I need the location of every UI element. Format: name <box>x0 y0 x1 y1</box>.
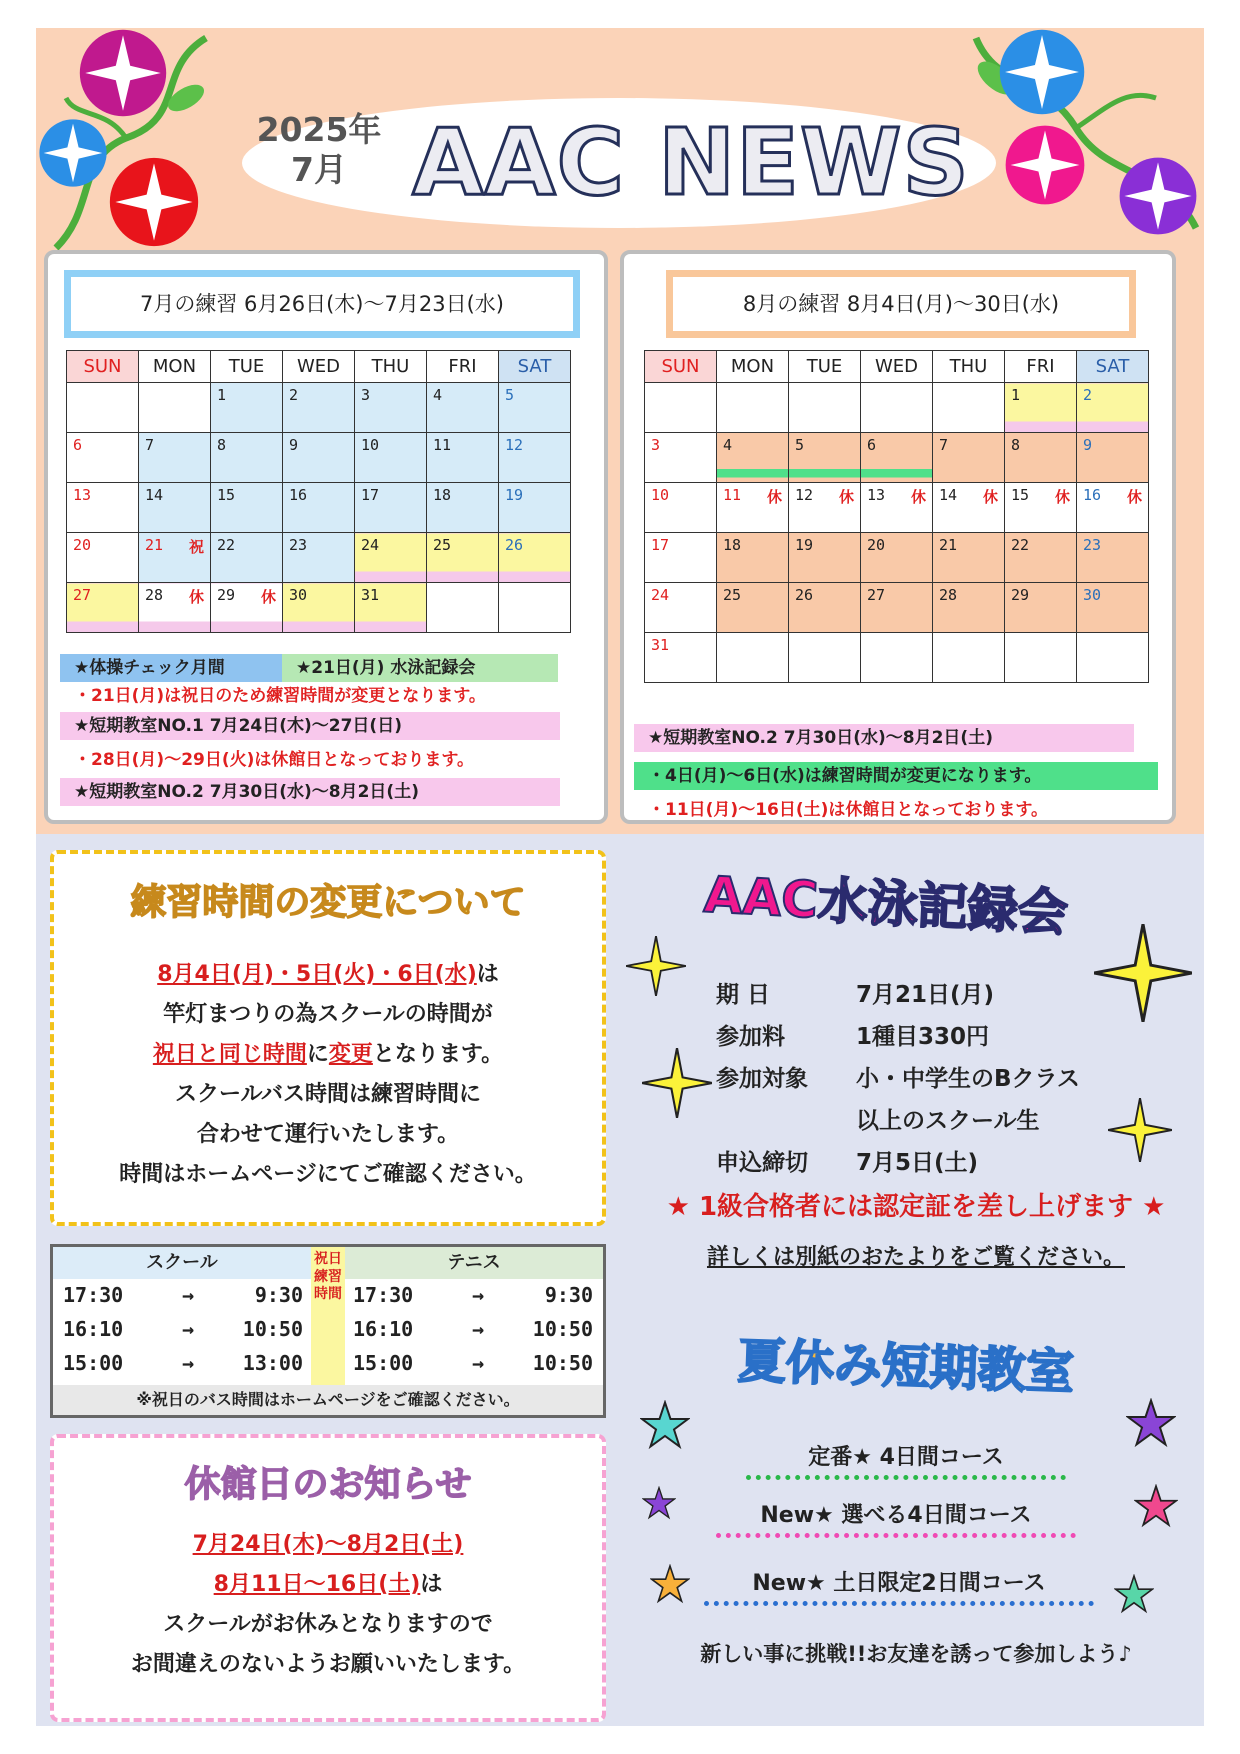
summer-class-title: 夏休み短期教室 <box>736 1333 1075 1401</box>
calendar-day <box>861 583 933 633</box>
course-choose-4days: New★ 選べる4日間コース <box>716 1498 1076 1538</box>
calendar-day <box>789 483 861 533</box>
calendar-day <box>861 483 933 533</box>
morning-glory-purple-icon <box>1118 156 1198 236</box>
day-number: 16 <box>1083 486 1102 504</box>
course-weekend-2days: New★ 土日限定2日間コース <box>704 1566 1094 1606</box>
schedule-change-body <box>54 955 602 1195</box>
day-number: 11 <box>723 486 742 504</box>
issue-date <box>242 110 396 190</box>
calendar-day <box>645 633 717 683</box>
july-note-short-class-1: ★短期教室NO.1 7月24日(木)～27日(日) <box>60 712 560 740</box>
day-number: 30 <box>1083 586 1102 604</box>
bus-arrow-icon: → <box>181 1317 195 1341</box>
calendar-day <box>1005 433 1077 483</box>
weekday-header: SUN <box>645 351 717 383</box>
calendar-day <box>645 583 717 633</box>
orange-star-icon <box>650 1564 690 1604</box>
calendar-day <box>139 483 211 533</box>
bus-depart-time: 15:00 <box>353 1351 414 1375</box>
holiday-practice-time-label: 祝日練習時間 <box>311 1247 345 1389</box>
closure-notice-box <box>50 1434 606 1722</box>
bus-arrow-icon: → <box>181 1283 195 1307</box>
calendar-day <box>933 533 1005 583</box>
calendar-day <box>933 383 1005 433</box>
day-mark: 休 <box>1126 488 1142 506</box>
calendar-day <box>1005 483 1077 533</box>
sparkle-star-icon <box>642 1048 712 1118</box>
meet-value: 1種目330円 <box>856 1024 990 1050</box>
day-number: 9 <box>1083 436 1093 454</box>
morning-glory-magenta-icon <box>78 28 168 118</box>
calendar-day <box>933 433 1005 483</box>
closure-title: 休館日のお知らせ <box>184 1464 472 1505</box>
august-calendar-panel <box>620 250 1176 824</box>
calendar-day <box>211 483 283 533</box>
bus-depart-time: 16:10 <box>353 1317 414 1341</box>
day-number: 2 <box>1083 386 1093 404</box>
day-number: 16 <box>289 486 308 504</box>
schedule-change-line5: 合わせて運行いたします。 <box>196 1122 460 1147</box>
meet-value: 7月5日(土) <box>856 1150 979 1176</box>
day-number: 4 <box>723 436 733 454</box>
july-note-gym-check: ★体操チェック月間 <box>60 654 282 682</box>
weekday-header: THU <box>933 351 1005 383</box>
day-mark: 休 <box>838 488 854 506</box>
calendar-day <box>1077 433 1149 483</box>
particle-ni: に <box>306 1042 329 1067</box>
calendar-day <box>499 383 571 433</box>
calendar-day <box>933 583 1005 633</box>
holiday-time-phrase: 祝日と同じ時間 <box>152 1042 307 1067</box>
meet-label: 参加料 <box>716 1024 785 1050</box>
calendar-day <box>789 383 861 433</box>
details-note: 詳しくは別紙のおたよりをご覧ください。 <box>706 1245 1125 1270</box>
day-number: 15 <box>217 486 236 504</box>
weekday-header: WED <box>283 351 355 383</box>
calendar-day <box>789 583 861 633</box>
day-number: 24 <box>651 586 670 604</box>
day-number: 6 <box>73 436 83 454</box>
calendar-day <box>499 583 571 633</box>
calendar-day <box>355 583 427 633</box>
day-number: 7 <box>145 436 155 454</box>
calendar-day <box>717 483 789 533</box>
calendar-day <box>139 583 211 633</box>
calendar-day <box>211 533 283 583</box>
calendar-day <box>1077 483 1149 533</box>
bus-holiday-time: 10:50 <box>532 1351 593 1375</box>
teal-star-icon <box>640 1400 690 1450</box>
day-number: 9 <box>289 436 299 454</box>
schedule-change-dates: 8月4日(月)・5日(火)・6日(水) <box>157 962 477 987</box>
day-number: 23 <box>289 536 308 554</box>
day-mark: 休 <box>1054 488 1070 506</box>
closure-dates-2: 8月11日～16日(土) <box>213 1572 421 1597</box>
meet-value: 小・中学生のBクラス <box>856 1066 1080 1092</box>
calendar-day <box>1005 383 1077 433</box>
july-note-closure: ・28日(月)～29日(火)は休館日となっております。 <box>74 750 475 770</box>
schedule-change-line6: 時間はホームページにてご確認ください。 <box>119 1162 537 1187</box>
calendar-day <box>139 383 211 433</box>
calendar-day <box>861 533 933 583</box>
bus-arrow-icon: → <box>471 1283 485 1307</box>
bus-footnote: ※祝日のバス時間はホームページをご確認ください。 <box>53 1385 603 1415</box>
day-number: 8 <box>217 436 227 454</box>
calendar-day <box>283 383 355 433</box>
swim-meet-title: AAC水泳記録会 <box>702 865 1070 943</box>
schedule-change-box <box>50 850 606 1226</box>
weekday-header: THU <box>355 351 427 383</box>
day-number: 13 <box>73 486 92 504</box>
day-number: 21 <box>939 536 958 554</box>
sparkle-star-icon <box>1094 924 1192 1022</box>
morning-glory-blue-icon <box>38 118 108 188</box>
july-calendar <box>66 350 571 633</box>
day-number: 24 <box>361 536 380 554</box>
calendar-day <box>789 433 861 483</box>
pink-star-icon <box>1134 1484 1178 1528</box>
calendar-day <box>67 533 139 583</box>
weekday-header: SUN <box>67 351 139 383</box>
calendar-day <box>139 433 211 483</box>
day-number: 23 <box>1083 536 1102 554</box>
calendar-day <box>717 383 789 433</box>
day-number: 14 <box>939 486 958 504</box>
morning-glory-red-icon <box>108 156 200 248</box>
day-number: 18 <box>433 486 452 504</box>
august-practice-title: 8月の練習 8月4日(月)～30日(水) <box>666 270 1136 338</box>
issue-month: 7月 <box>291 150 347 189</box>
calendar-day <box>1005 533 1077 583</box>
calendar-day <box>283 533 355 583</box>
schedule-change-line4: スクールバス時間は練習時間に <box>174 1082 482 1107</box>
calendar-day <box>355 533 427 583</box>
day-number: 6 <box>867 436 877 454</box>
line3-ending: となります。 <box>372 1042 504 1067</box>
july-note-swim-meet: ★21日(月) 水泳記録会 <box>282 654 558 682</box>
august-note-short-class-2: ★短期教室NO.2 7月30日(水)～8月2日(土) <box>634 724 1134 752</box>
bus-holiday-time: 10:50 <box>532 1317 593 1341</box>
weekday-header: FRI <box>1005 351 1077 383</box>
calendar-day <box>499 533 571 583</box>
day-number: 25 <box>433 536 452 554</box>
day-number: 31 <box>361 586 380 604</box>
day-number: 19 <box>505 486 524 504</box>
calendar-day <box>645 483 717 533</box>
calendar-day <box>211 583 283 633</box>
calendar-day <box>861 383 933 433</box>
calendar-day <box>717 583 789 633</box>
day-number: 7 <box>939 436 949 454</box>
calendar-day <box>645 433 717 483</box>
course-standard: 定番★ 4日間コース <box>746 1440 1066 1480</box>
bus-holiday-time: 10:50 <box>242 1317 303 1341</box>
morning-glory-blue-icon <box>998 28 1086 116</box>
calendar-day <box>1077 533 1149 583</box>
day-number: 27 <box>867 586 886 604</box>
weekday-header: MON <box>717 351 789 383</box>
bus-depart-time: 16:10 <box>63 1317 124 1341</box>
newsletter-page <box>36 28 1204 1726</box>
day-number: 29 <box>1011 586 1030 604</box>
summer-class-closing: 新しい事に挑戦!!お友達を誘って参加しよう♪ <box>700 1642 1132 1666</box>
calendar-day <box>355 383 427 433</box>
day-number: 11 <box>433 436 452 454</box>
bus-arrow-icon: → <box>181 1351 195 1375</box>
calendar-day <box>427 483 499 533</box>
day-number: 3 <box>361 386 371 404</box>
day-number: 10 <box>651 486 670 504</box>
purple-star-icon <box>642 1486 676 1520</box>
calendar-day <box>427 433 499 483</box>
meet-label: 申込締切 <box>716 1150 808 1176</box>
closure-line4: お間違えのないようお願いいたします。 <box>130 1652 526 1677</box>
august-note-time-change: ・4日(月)～6日(水)は練習時間が変更になります。 <box>634 762 1158 790</box>
calendar-day <box>933 633 1005 683</box>
day-number: 12 <box>795 486 814 504</box>
day-number: 26 <box>795 586 814 604</box>
closure-line3: スクールがお休みとなりますので <box>163 1612 493 1637</box>
day-number: 26 <box>505 536 524 554</box>
day-number: 14 <box>145 486 164 504</box>
meet-value: 7月21日(月) <box>856 982 995 1008</box>
day-number: 15 <box>1011 486 1030 504</box>
weekday-header: TUE <box>789 351 861 383</box>
schedule-change-title: 練習時間の変更について <box>130 882 526 923</box>
bus-holiday-time: 9:30 <box>254 1283 303 1307</box>
day-number: 12 <box>505 436 524 454</box>
bus-arrow-icon: → <box>471 1351 485 1375</box>
day-number: 4 <box>433 386 443 404</box>
day-mark: 休 <box>260 588 276 606</box>
calendar-day <box>1077 633 1149 683</box>
calendar-day <box>427 533 499 583</box>
purple-star-icon <box>1126 1398 1176 1448</box>
day-number: 30 <box>289 586 308 604</box>
calendar-day <box>283 433 355 483</box>
schedule-change-line2: 竿灯まつりの為スクールの時間が <box>163 1002 493 1027</box>
august-note-closure: ・11日(月)～16日(土)は休館日となっております。 <box>648 800 1049 820</box>
day-number: 29 <box>217 586 236 604</box>
bus-tennis-header: テニス <box>345 1247 603 1279</box>
day-number: 22 <box>217 536 236 554</box>
calendar-day <box>355 433 427 483</box>
calendar-day <box>139 533 211 583</box>
morning-glory-pink-icon <box>1004 124 1086 206</box>
july-note-holiday-change: ・21日(月)は祝日のため練習時間が変更となります。 <box>74 686 486 706</box>
calendar-day <box>789 633 861 683</box>
day-number: 28 <box>145 586 164 604</box>
calendar-day <box>717 633 789 683</box>
calendar-day <box>427 383 499 433</box>
calendar-day <box>1005 633 1077 683</box>
calendar-day <box>283 583 355 633</box>
day-mark: 祝 <box>188 538 204 556</box>
day-number: 19 <box>795 536 814 554</box>
weekday-header: SAT <box>1077 351 1149 383</box>
day-number: 17 <box>361 486 380 504</box>
calendar-day <box>1005 583 1077 633</box>
bus-arrow-icon: → <box>471 1317 485 1341</box>
bus-holiday-time: 13:00 <box>242 1351 303 1375</box>
calendar-day <box>933 483 1005 533</box>
day-mark: 休 <box>982 488 998 506</box>
meet-label: 参加対象 <box>716 1066 808 1092</box>
issue-year: 2025年 <box>256 110 382 149</box>
bus-depart-time: 17:30 <box>353 1283 414 1307</box>
meet-label: 期 日 <box>716 982 771 1008</box>
calendar-day <box>499 433 571 483</box>
day-mark: 休 <box>910 488 926 506</box>
day-number: 20 <box>73 536 92 554</box>
day-number: 22 <box>1011 536 1030 554</box>
day-mark: 休 <box>766 488 782 506</box>
weekday-header: FRI <box>427 351 499 383</box>
calendar-day <box>67 383 139 433</box>
award-note: ★ 1級合格者には認定証を差し上げます ★ <box>666 1192 1166 1222</box>
calendar-day <box>211 383 283 433</box>
calendar-day <box>789 533 861 583</box>
calendar-day <box>645 533 717 583</box>
calendar-day <box>355 483 427 533</box>
day-number: 3 <box>651 436 661 454</box>
day-number: 8 <box>1011 436 1021 454</box>
meet-value: 以上のスクール生 <box>856 1108 1040 1134</box>
closure-body <box>54 1525 602 1685</box>
schedule-change-suffix: は <box>476 962 499 987</box>
calendar-day <box>211 433 283 483</box>
day-number: 25 <box>723 586 742 604</box>
day-number: 5 <box>795 436 805 454</box>
closure-suffix: は <box>420 1572 443 1597</box>
weekday-header: WED <box>861 351 933 383</box>
day-number: 13 <box>867 486 886 504</box>
day-mark: 休 <box>188 588 204 606</box>
calendar-day <box>283 483 355 533</box>
bus-school-header: スクール <box>53 1247 311 1279</box>
day-number: 17 <box>651 536 670 554</box>
calendar-day <box>499 483 571 533</box>
calendar-day <box>427 583 499 633</box>
change-phrase: 変更 <box>328 1042 373 1067</box>
day-number: 18 <box>723 536 742 554</box>
july-note-short-class-2: ★短期教室NO.2 7月30日(水)～8月2日(土) <box>60 778 560 806</box>
calendar-day <box>67 583 139 633</box>
teal-star-icon <box>1114 1574 1154 1614</box>
day-number: 2 <box>289 386 299 404</box>
bus-time-table <box>50 1244 606 1418</box>
july-practice-title: 7月の練習 6月26日(木)～7月23日(水) <box>64 270 580 338</box>
weekday-header: TUE <box>211 351 283 383</box>
day-number: 28 <box>939 586 958 604</box>
day-number: 21 <box>145 536 164 554</box>
closure-dates-1: 7月24日(木)～8月2日(土) <box>192 1532 464 1557</box>
day-number: 5 <box>505 386 515 404</box>
day-number: 20 <box>867 536 886 554</box>
weekday-header: SAT <box>499 351 571 383</box>
day-number: 31 <box>651 636 670 654</box>
bus-depart-time: 15:00 <box>63 1351 124 1375</box>
sparkle-star-icon <box>626 936 686 996</box>
day-number: 10 <box>361 436 380 454</box>
calendar-day <box>1077 583 1149 633</box>
calendar-day <box>717 533 789 583</box>
day-number: 1 <box>1011 386 1021 404</box>
july-calendar-panel <box>44 250 608 824</box>
sparkle-star-icon <box>1108 1098 1172 1162</box>
newsletter-title: AAC NEWS <box>412 109 970 216</box>
weekday-header: MON <box>139 351 211 383</box>
bus-depart-time: 17:30 <box>63 1283 124 1307</box>
bus-holiday-time: 9:30 <box>544 1283 593 1307</box>
calendar-day <box>861 633 933 683</box>
day-number: 1 <box>217 386 227 404</box>
calendar-day <box>861 433 933 483</box>
calendar-day <box>1077 383 1149 433</box>
day-number: 27 <box>73 586 92 604</box>
calendar-day <box>717 433 789 483</box>
calendar-day <box>67 433 139 483</box>
calendar-day <box>645 383 717 433</box>
august-calendar <box>644 350 1149 683</box>
calendar-day <box>67 483 139 533</box>
